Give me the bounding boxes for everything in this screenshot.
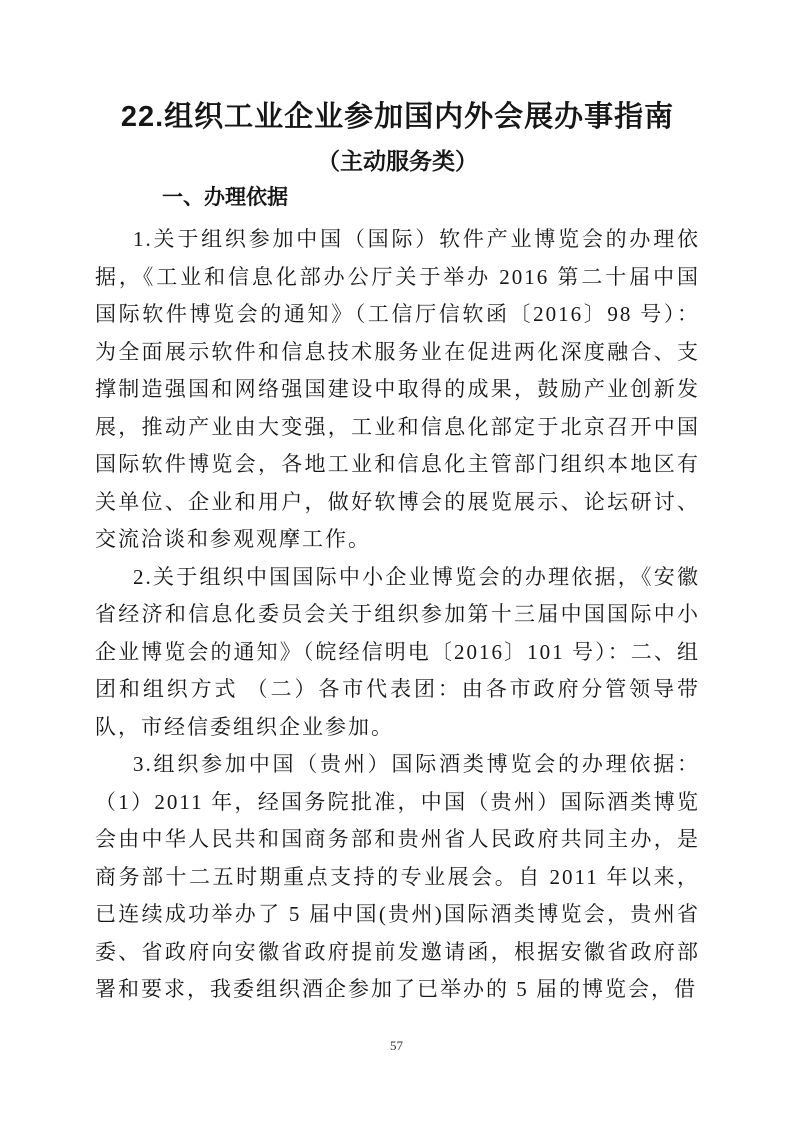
page-number: 57	[390, 1038, 403, 1053]
page-subtitle: （主动服务类）	[317, 148, 478, 174]
page-title: 22.组织工业企业参加国内外会展办事指南	[120, 101, 675, 133]
section-heading: 一、办理依据	[162, 186, 288, 209]
paragraph-software-expo: 1.关于组织参加中国（国际）软件产业博览会的办理依据，《工业和信息化部办公厅关于举办 2016 第二十届中国国际软件博览会的通知》（工信厅信软函〔2016〕98 号）：为全面展示软件和信息技术服务业在促进两化深度融合、支撑制造强国和网络强国建设中取得的成果，鼓励产业创新发展，推动产业由大变强，工业和信息化部定于北京召开中国国际软件博览会，各地工业和信息化主管部门组织本地区有关单位、企业和用户，做好软博会的展览展示、论坛研讨、交流洽谈和参观观摩工作。	[95, 227, 700, 551]
paragraph-sme-expo: 2.关于组织中国国际中小企业博览会的办理依据，《安徽省经济和信息化委员会关于组织参加第十三届中国国际中小企业博览会的通知》（皖经信明电〔2016〕101 号）：二、组团和组织方式 （二）各市代表团：由各市政府分管领导带队，市经信委组织企业参加。	[95, 564, 700, 739]
paragraph-guizhou-liquor-expo: 3.组织参加中国（贵州）国际酒类博览会的办理依据：（1）2011 年，经国务院批准，中国（贵州）国际酒类博览会由中华人民共和国商务部和贵州省人民政府共同主办，是商务部十二五时期重点支持的专业展会。自 2011 年以来，已连续成功举办了 5 届中国(贵州)国际酒类博览会，贵州省委、省政府向安徽省政府提前发邀请函，根据安徽省政府部署和要求，我委组织酒企参加了已举办的 5 届的博览会，借	[95, 752, 700, 1001]
body-text	[95, 221, 700, 1009]
